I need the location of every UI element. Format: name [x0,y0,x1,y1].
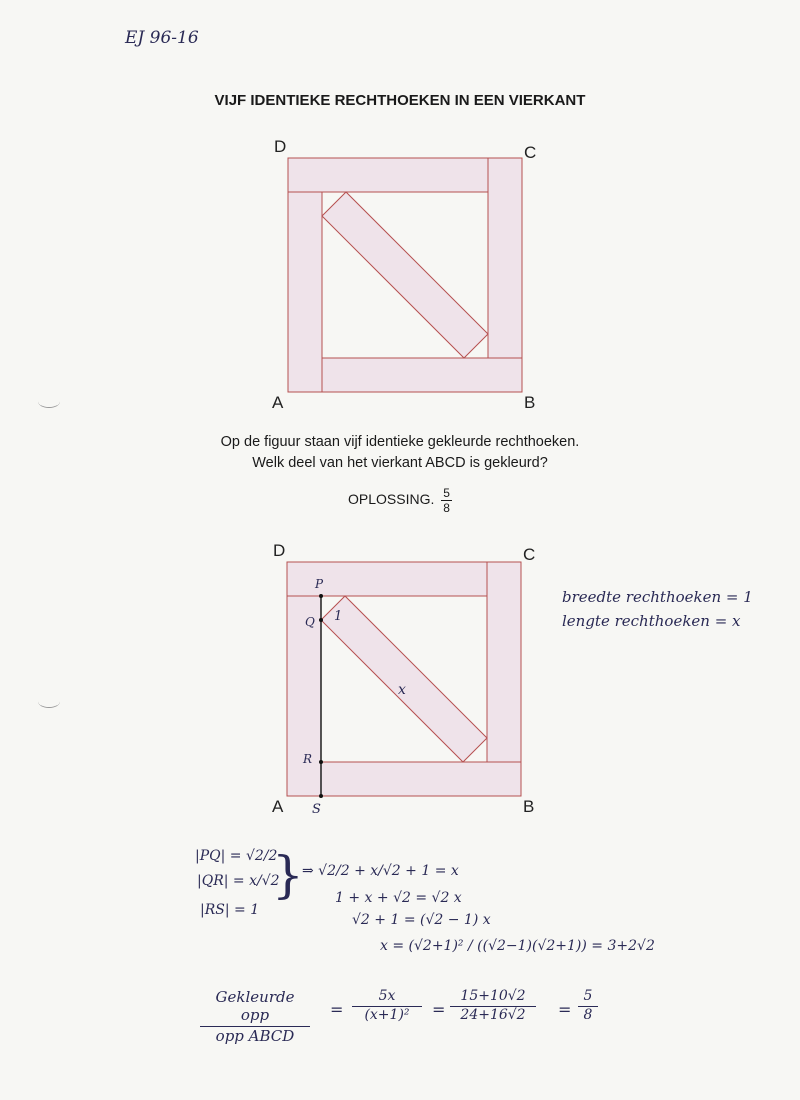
label-length-x: x [398,682,406,698]
question-text [0,432,800,474]
question-line-2: Welk deel van het vierkant ABCD is gekleurd? [252,455,548,471]
label-b: B [524,393,536,412]
ratio-fraction-1 [352,988,422,1023]
punch-hole-mark-top [38,395,60,408]
ratio-f2-den: 24+16√2 [460,1007,526,1023]
math-eq4: x = (√2+1)² / ((√2−1)(√2+1)) = 3+2√2 [380,938,655,954]
solution [0,486,800,515]
rectangle-top [288,158,488,192]
rectangle-bottom [322,358,522,392]
note-length: lengte rechthoeken = x [562,612,741,630]
math-pq: |PQ| = √2/2 [195,848,278,864]
solution-denominator: 8 [443,501,450,515]
question-line-1: Op de figuur staan vijf identieke gekleurde rechthoeken. [220,434,580,450]
label-width-1: 1 [334,609,343,624]
rectangle-right-2 [487,562,521,762]
math-eq3: √2 + 1 = (√2 − 1) x [352,912,491,928]
figure-2 [272,541,535,817]
label-c-2: C [523,545,536,564]
ratio-eq2: = [432,1000,446,1019]
rectangle-diagonal-2 [321,596,487,762]
punch-hole-mark-bottom [38,695,60,708]
ratio-fraction-2 [450,988,536,1023]
document-code: EJ 96-16 [125,28,199,48]
ratio-f2-num: 15+10√2 [450,988,536,1007]
math-rs: |RS| = 1 [200,902,260,918]
label-d: D [274,137,287,156]
ratio-eq3: = [558,1000,572,1019]
ratio-eq1: = [330,1000,344,1019]
label-a-2: A [272,797,284,816]
ratio-label-num: Gekleurde opp [200,988,310,1027]
point-r [319,760,323,764]
ratio-f1-num: 5x [352,988,422,1007]
note-width: breedte rechthoeken = 1 [562,588,753,606]
math-qr: |QR| = x/√2 [197,873,280,889]
figure-1 [272,137,536,412]
solution-fraction [441,486,452,515]
point-s [319,794,323,798]
ratio-label-den: opp ABCD [215,1027,295,1045]
label-d-2: D [273,541,286,560]
label-r: R [303,752,313,766]
label-c: C [524,143,537,162]
math-brace: } [272,846,304,904]
ratio-result-den: 8 [583,1007,593,1023]
rectangle-left-2 [287,596,321,796]
solution-label: OPLOSSING. [348,491,435,508]
page-title: VIJF IDENTIEKE RECHTHOEKEN IN EEN VIERKANT [214,92,586,109]
rectangle-bottom-2 [321,762,521,796]
ratio-result-num: 5 [578,988,598,1007]
ratio-label [200,988,310,1045]
label-p: P [315,577,324,591]
label-a: A [272,393,284,412]
rectangle-left [288,192,322,392]
ratio-f1-den: (x+1)² [364,1007,410,1023]
label-b-2: B [523,797,535,816]
math-eq1: ⇒ √2/2 + x/√2 + 1 = x [302,863,459,879]
label-q: Q [305,615,315,629]
ratio-result [578,988,598,1023]
point-p [319,594,323,598]
math-eq2: 1 + x + √2 = √2 x [335,890,462,906]
point-q [319,618,323,622]
rectangle-right [488,158,522,358]
rectangle-diagonal [322,192,488,358]
label-s: S [312,802,321,817]
solution-numerator: 5 [443,486,450,500]
